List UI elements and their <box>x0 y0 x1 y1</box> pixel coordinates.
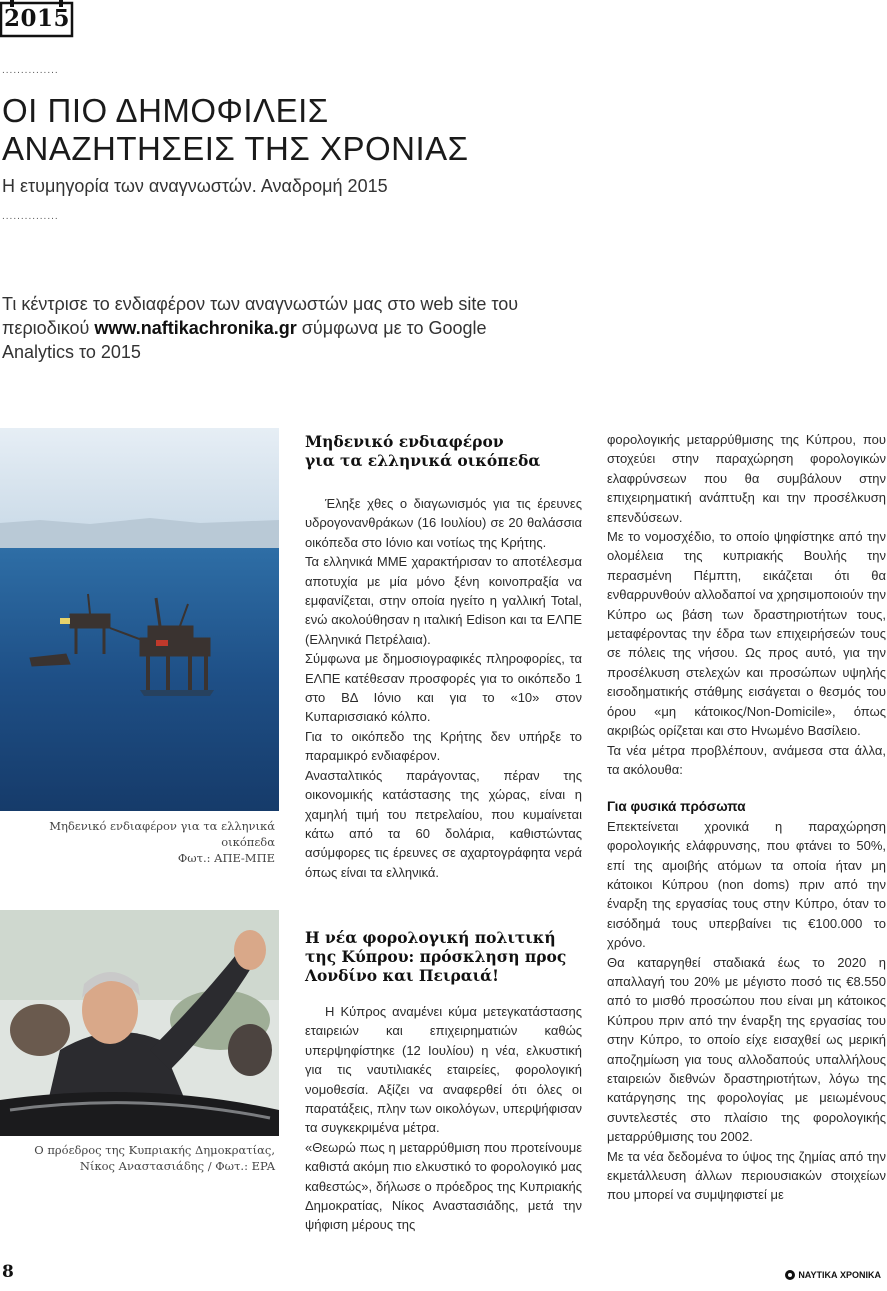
paragraph: Τα νέα μέτρα προβλέπουν, ανάμεσα στα άλλα, τα ακόλουθα: <box>607 742 886 777</box>
year-badge <box>0 0 74 38</box>
column3-body <box>607 430 886 1205</box>
article1-heading <box>305 432 585 470</box>
paragraph: Επεκτείνεται χρονικά η παραχώρηση φορολογικής ελάφρυνσης, που φτάνει το 50%, επί της αμοιβής ατόμων τα οποία ήταν μη κάτοικοι Κύπρου (non doms) πριν από την έναρξη της εργασίας τους στην Κύπρο, όταν το εισόδημά τους υπερβαίνει τις €100.000 το χρόνο. <box>607 818 886 951</box>
paragraph: Για το οικόπεδο της Κρήτης δεν υπήρξε το παραμικρό ενδιαφέρον. <box>305 728 582 764</box>
intro-part: σύμφωνα με το Google Analytics το 2015 <box>2 318 487 362</box>
brand-name: ΝΑΥΤΙΚΑ ΧΡΟΝΙΚΑ <box>798 1270 881 1280</box>
intro-part: Τι κέντρισε το ενδιαφέρον των αναγνωστών μας στο web site του περιοδικού <box>2 294 519 338</box>
paragraph: Η Κύπρος αναμένει κύμα μετεγκατάστασης εταιρειών και επιχειρηματιών καθώς υπερψηφίστηκε (12 Ιουλίου) η νέα, ελκυστική για τις ναυτιλιακές εταιρείες, φορολογική νομοθεσία. Αξίζει να αναφερθεί ότι όλες οι παρατάξεις, πλην των οικολόγων, υπερψήφισαν τα συγκεκριμένα μέτρα. <box>305 1004 582 1136</box>
caption-line: Μηδενικό ενδιαφέρον για τα ελληνικά οικόπεδα <box>49 819 275 849</box>
president-photo <box>0 910 279 1136</box>
oil-photo-caption <box>0 818 275 866</box>
heading-line: Η νέα φορολογική πολιτική <box>305 928 556 947</box>
divider-dots: ............... <box>2 65 59 76</box>
paragraph: Σύμφωνα με δημοσιογραφικές πληροφορίες, τα ΕΛΠΕ κατέθεσαν προσφορές για το οικόπεδο 1 στο ΒΔ Ιόνιο και για το «10» στον Κυπαρισσιακό κόλπο. <box>305 651 582 725</box>
brand-icon <box>785 1270 795 1280</box>
page-subtitle: Η ετυμηγορία των αναγνωστών. Αναδρομή 2015 <box>2 176 388 196</box>
paragraph: Θα καταργηθεί σταδιακά έως το 2020 η απαλλαγή του 20% με μέγιστο ποσό τις €8.550 από το μισθό προσώπου που είναι μη κάτοικος Κύπρου πριν από την έναρξη της εργασίας του στην Κύπρο, το οποίο είχε εισαχθεί ως μερική αποζημίωση για τους αλλοδαπούς υπαλλήλους εταιρειών διεθνών δραστηριοτήτων, λόγω της κατάργησης της φορολογίας με μειωμένους συντελεστές στο πλαίσιο της φορολογικής μεταρρύθμισης του 2002. <box>607 954 886 1145</box>
page-number: 8 <box>2 1262 14 1282</box>
heading-line: Λονδίνο και Πειραιά! <box>305 966 499 985</box>
paragraph: Τα ελληνικά ΜΜΕ χαρακτήρισαν το αποτέλεσμα αποτυχία με μία μόνο ξένη κοινοπραξία να εμφανίζεται, στην οποία ηγείτο η γαλλική Total, ενώ ακολούθησαν η ιταλική Edison και τα ΕΛΠΕ (Ελληνικά Πετρέλαια). <box>305 554 582 647</box>
brand-logo <box>785 1270 881 1280</box>
divider-dots: ............... <box>2 211 59 222</box>
page-title-line: ΑΝΑΖΗΤΗΣΕΙΣ ΤΗΣ ΧΡΟΝΙΑΣ <box>2 130 469 167</box>
heading-line: της Κύπρου: πρόσκληση προς <box>305 947 567 966</box>
page-title <box>2 92 469 168</box>
website-link[interactable]: www.naftikachronika.gr <box>94 318 297 338</box>
caption-line: Ο πρόεδρος της Κυπριακής Δημοκρατίας, <box>34 1143 275 1157</box>
caption-line: Φωτ.: ΑΠΕ-ΜΠΕ <box>177 851 275 865</box>
intro-text <box>2 292 522 364</box>
paragraph: Με το νομοσχέδιο, το οποίο ψηφίστηκε από την ολομέλεια της κυπριακής Βουλής την περασμένη Πέμπτη, εικάζεται ότι θα ενθαρρυνθούν αλλοδαποί να χρησιμοποιούν την Κύπρο ως βάση των δραστηριοτήτων τους, μεταφέροντας την έδρα των επιχειρήσεών τους σε πόλεις της νήσου. Ως προς αυτό, για την προσέλκυση στελεχών και προσώπων υψηλής εισοδηματικής στάθμης εισάγεται ο θεσμός του όρου «μη κάτοικος/Non-Domicile», όπως ακριβώς ορίζεται και στο Ηνωμένο Βασίλειο. <box>607 529 886 739</box>
paragraph: Με τα νέα δεδομένα το ύψος της ζημίας από την εκμετάλλευση άλλων περιουσιακών στοιχείων που μπορεί να συμψηφιστεί με <box>607 1148 886 1203</box>
year-label: 2015 <box>4 5 71 32</box>
caption-line: Νίκος Αναστασιάδης / Φωτ.: EPA <box>79 1159 275 1173</box>
paragraph: φορολογικής μεταρρύθμισης της Κύπρου, που στοχεύει στην παραχώρηση φορολογικών ελαφρύνσεων που θα συμβάλουν στην επιχειρηματική ανάπτυξη και την προσέλκυση επενδύσεων. <box>607 432 886 525</box>
heading-line: Μηδενικό ενδιαφέρον <box>305 432 504 451</box>
article2-heading <box>305 928 585 985</box>
heading-line: για τα ελληνικά οικόπεδα <box>305 451 541 470</box>
paragraph: Ανασταλτικός παράγοντας, πέραν της οικονομικής κατάστασης της χώρας, είναι η χαμηλή τιμή του πετρελαίου, που κυμαίνεται κάτω από τα 60 δολάρια, καθιστώντας ασύμφορες τις έρευνες σε αχαρτογράφητα νερά όπως είναι τα ελληνικά. <box>305 767 582 880</box>
president-photo-caption <box>0 1142 275 1174</box>
article1-body <box>305 494 582 882</box>
paragraph: «Θεωρώ πως η μεταρρύθμιση που προτείνουμε καθιστά ακόμη πιο ελκυστικό το φορολογικό μας καθεστώς», δήλωσε ο πρόεδρος της Κυπριακής Δημοκρατίας, Νίκος Αναστασιάδης, μετά την ψήφιση μέρους της <box>305 1139 582 1233</box>
section-subheading: Για φυσικά πρόσωπα <box>607 799 746 815</box>
oil-platform-photo <box>0 428 279 811</box>
paragraph: Έληξε χθες ο διαγωνισμός για τις έρευνες υδρογονανθράκων (16 Ιουλίου) σε 20 θαλάσσια οικόπεδα στο Ιόνιο και νοτίως της Κρήτης. <box>305 496 582 550</box>
article2-body <box>305 1002 582 1235</box>
page-title-line: ΟΙ ΠΙΟ ΔΗΜΟΦΙΛΕΙΣ <box>2 92 329 129</box>
